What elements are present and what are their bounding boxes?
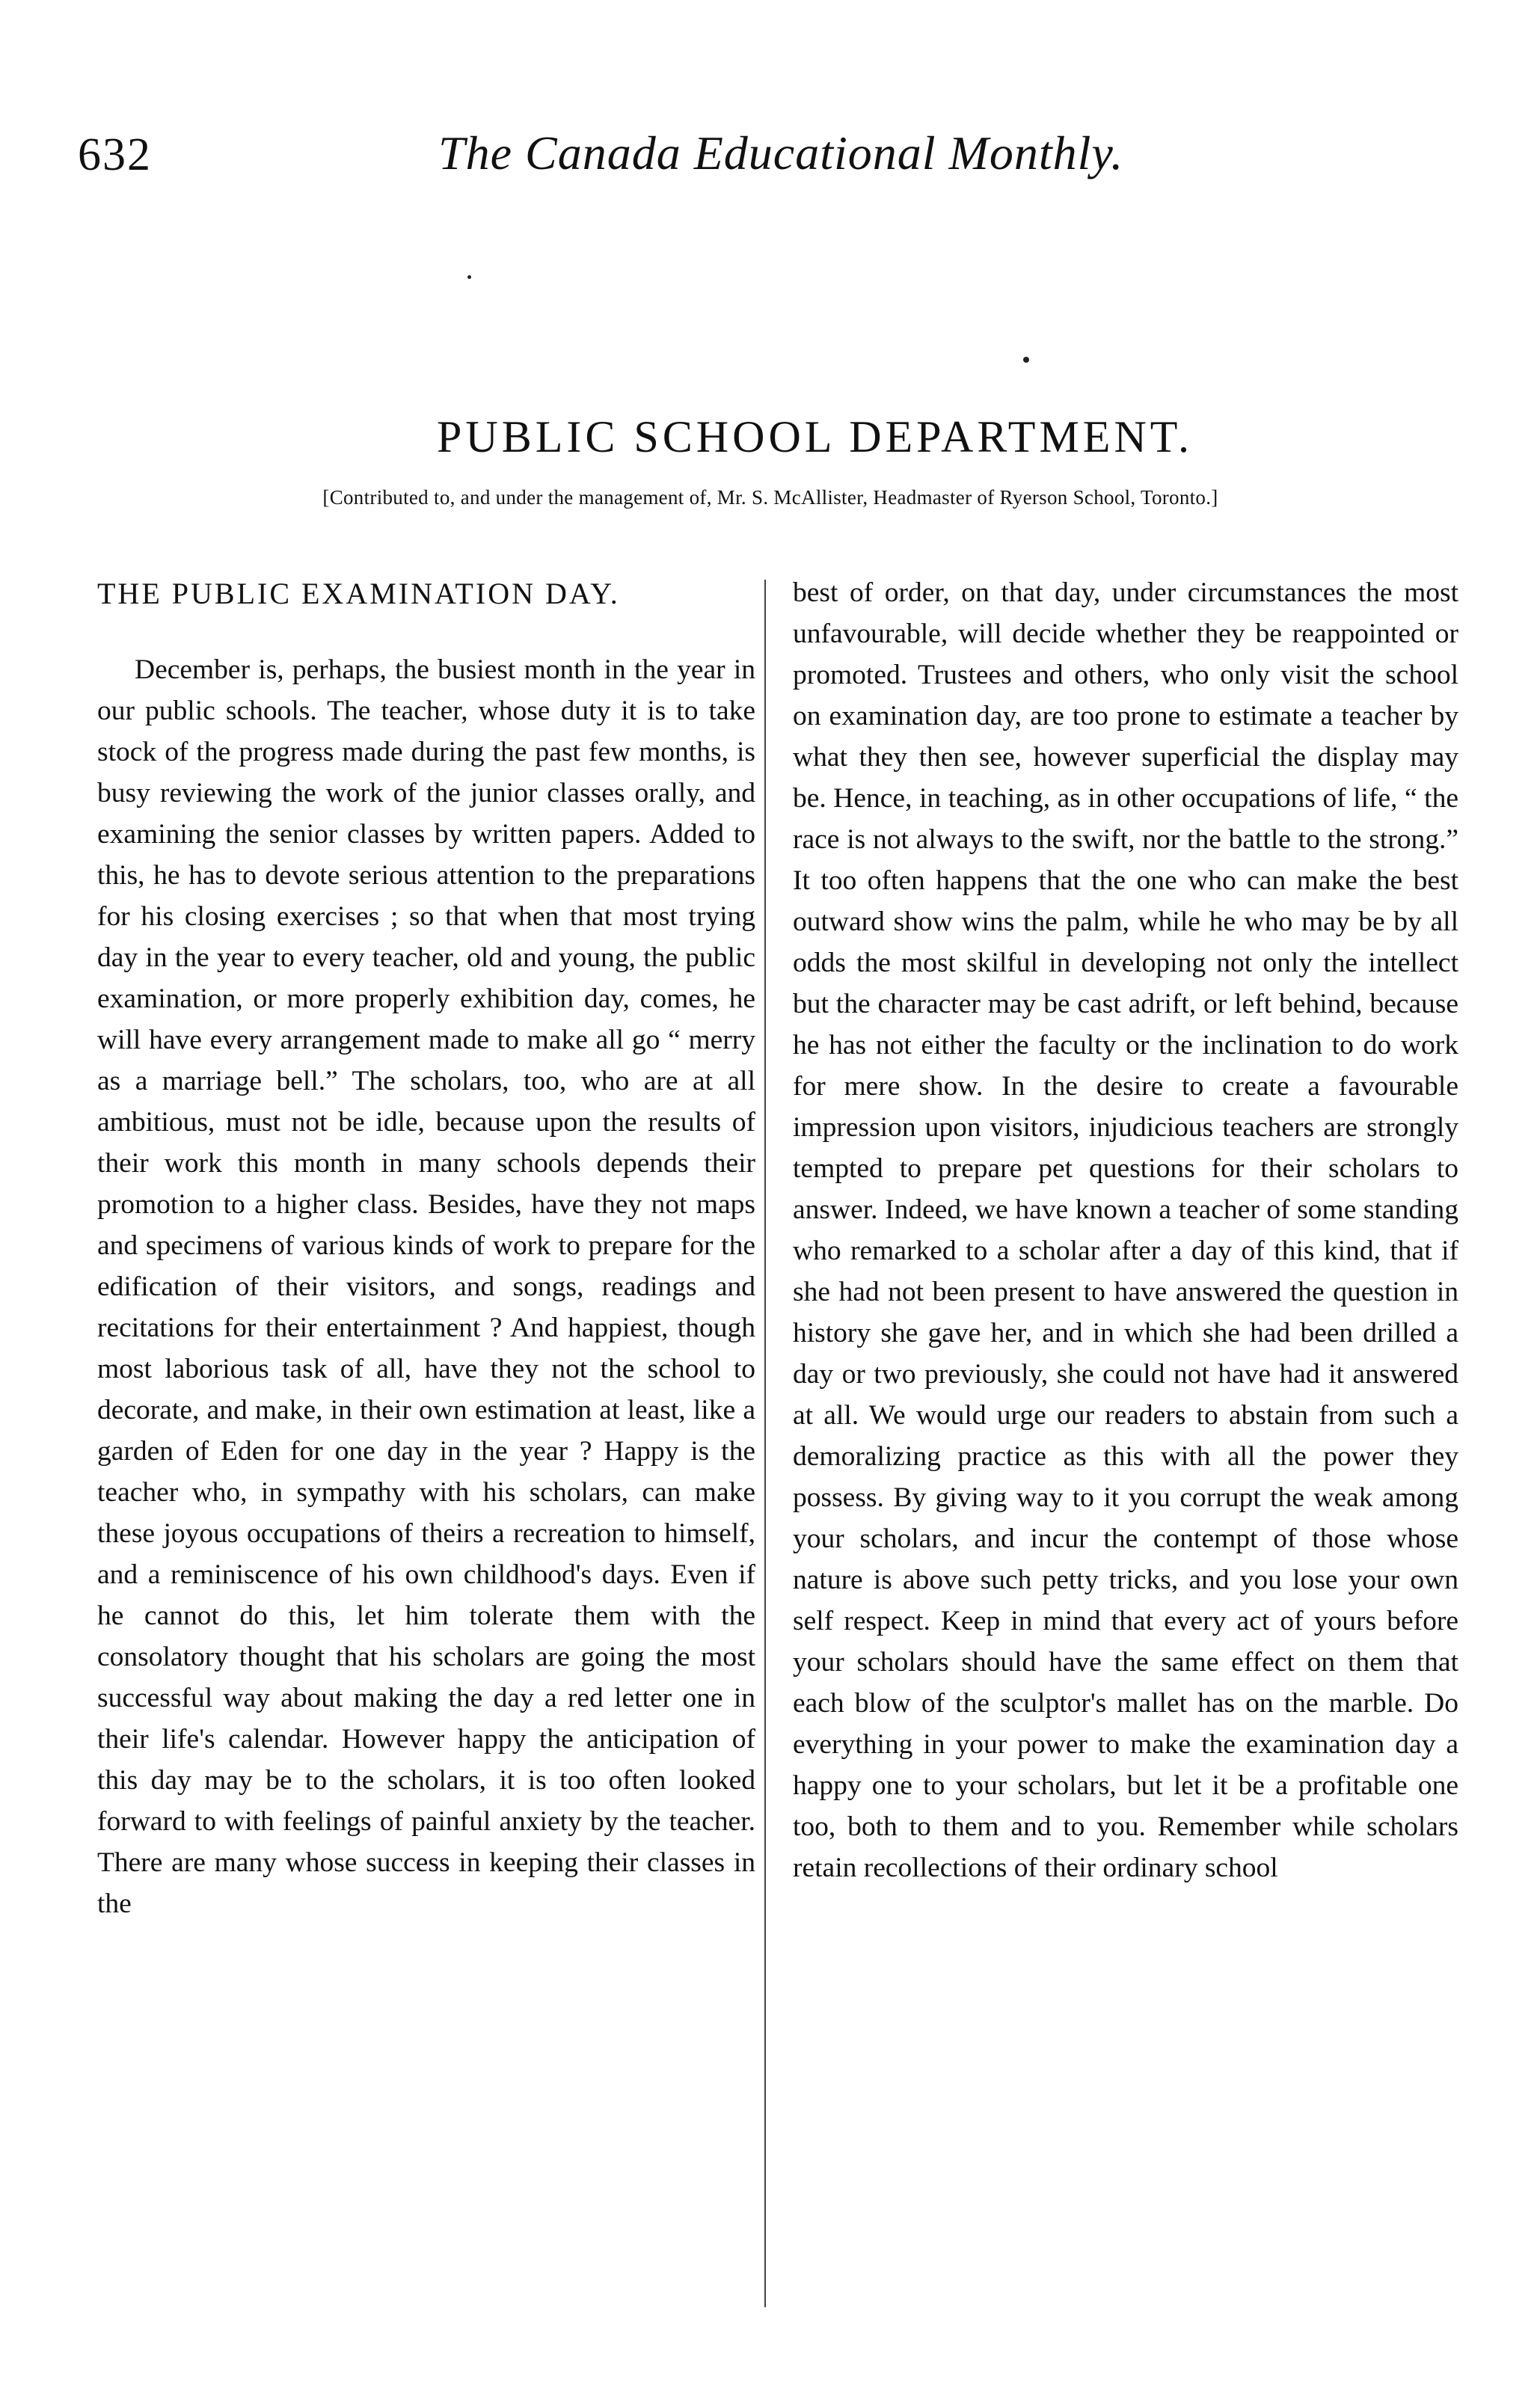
department-note: [Contributed to, and under the management of, Mr. S. McAllister, Headmaster of Ryerson School, Toronto.] [322,486,1218,509]
article-title: THE PUBLIC EXAMINATION DAY. [97,577,620,610]
right-column [793,572,1458,1888]
left-column [97,572,755,1924]
column-divider [764,580,766,2307]
print-speck [467,275,471,279]
department-title: PUBLIC SCHOOL DEPARTMENT. [437,412,1193,461]
page-number: 632 [78,129,152,180]
journal-title: The Canada Educational Monthly. [438,126,1124,179]
print-speck [1023,357,1029,363]
article-paragraph-right: best of order, on that day, under circumstances the most unfavourable, will decide whether they be reappointed or promoted. Trustees and others, who only visit the school on examination day, are too prone to estimate a teacher by what they then see, however superficial the display may be. Hence, in teaching, as in other occupations of life, “ the race is not always to the swift, nor the battle to the strong.” It too often happens that the one who can make the best outward show wins the palm, while he who may be by all odds the most skilful in developing not only the intellect but the character may be cast adrift, or left behind, because he has not either the faculty or the inclination to do work for mere show. In the desire to create a favourable impression upon visitors, injudicious teachers are strongly tempted to prepare pet questions for their scholars to answer. Indeed, we have known a teacher of some standing who remarked to a scholar after a day of this kind, that if she had not been present to have answered the question in history she gave her, and in which she had been drilled a day or two previously, she could not have had it answered at all. We would urge our readers to abstain from such a demoralizing practice as this with all the power they possess. By giving way to it you corrupt the weak among your scholars, and incur the contempt of those whose nature is above such petty tricks, and you lose your own self respect. Keep in mind that every act of yours before your scholars should have the same effect on them that each blow of the sculptor's mallet has on the marble. Do everything in your power to make the examination day a happy one to your scholars, but let it be a profitable one too, both to them and to you. Remember while scholars retain recollections of their ordinary school [793,577,1458,1883]
article-paragraph-left: December is, perhaps, the busiest month in the year in our public schools. The teacher, whose duty it is to take stock of the progress made during the past few months, is busy reviewing the work of the junior classes orally, and examining the senior classes by written papers. Added to this, he has to devote serious attention to the preparations for his closing exercises ; so that when that most trying day in the year to every teacher, old and young, the public examination, or more properly exhibition day, comes, he will have every arrangement made to make all go “ merry as a marriage bell.” The scholars, too, who are at all ambitious, must not be idle, because upon the results of their work this month in many schools depends their promotion to a higher class. Besides, have they not maps and specimens of various kinds of work to prepare for the edification of their visitors, and songs, readings and recitations for their entertainment ? And happiest, though most laborious task of all, have they not the school to decorate, and make, in their own estimation at least, like a garden of Eden for one day in the year ? Happy is the teacher who, in sympathy with his scholars, can make these joyous occupations of theirs a recreation to himself, and a reminiscence of his own childhood's days. Even if he cannot do this, let him tolerate them with the consolatory thought that his scholars are going the most successful way about making the day a red letter one in their life's calendar. However happy the anticipation of this day may be to the scholars, it is too often looked forward to with feelings of painful anxiety by the teacher. There are many whose success in keeping their classes in the [97,654,755,1919]
